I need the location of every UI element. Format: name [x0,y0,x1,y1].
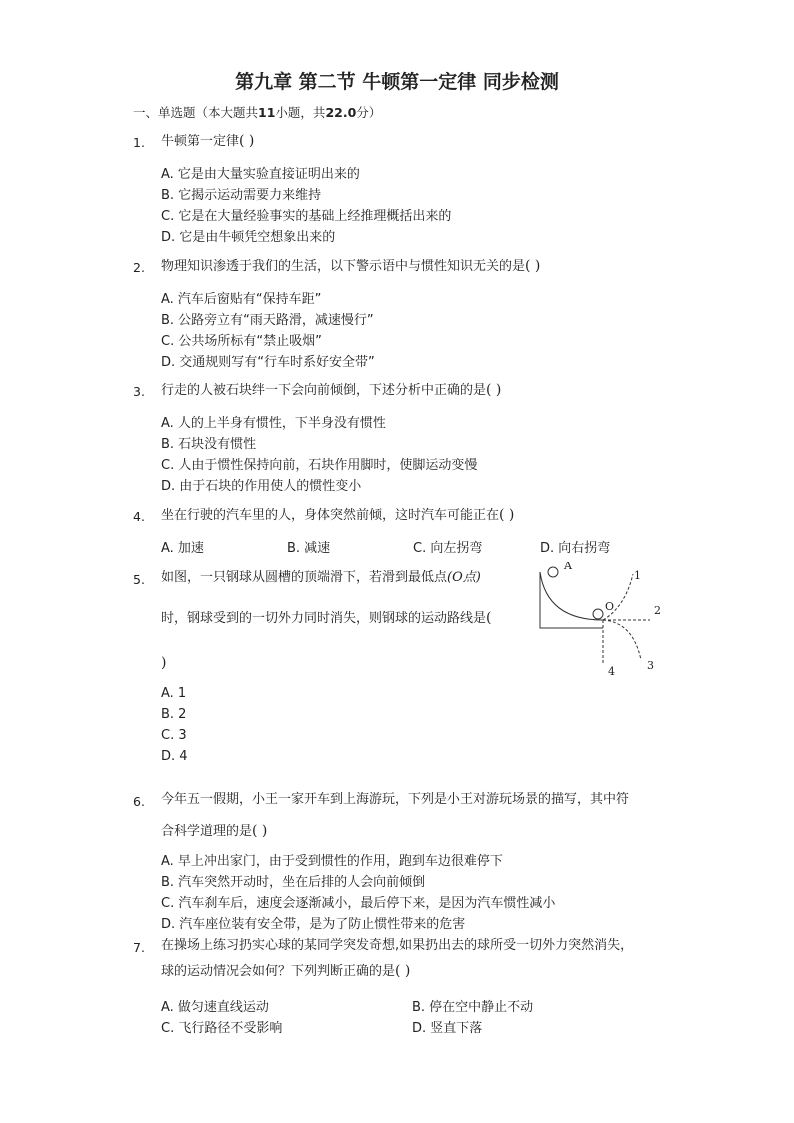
answer-bracket: ( ) [499,507,515,523]
answer-bracket: ( ) [525,258,541,274]
label-a: A [564,562,572,572]
option-a: A. 汽车后窗贴有“保持车距” [161,292,322,307]
label-o: O [605,600,615,613]
question-stem [161,133,254,150]
option-d: D. 4 [161,749,188,764]
path-label-4: 4 [608,665,615,677]
option-c: C. 公共场所标有“禁止吸烟” [161,334,322,349]
question-stem-line-1 [161,570,481,586]
path-label-2: 2 [654,604,661,617]
question-stem-line-1: 今年五一假期，小王一家开车到上海游玩，下列是小王对游玩场景的描写，其中符 [161,792,630,807]
question-number: 6. [133,794,145,809]
answer-bracket: ( ) [252,823,268,839]
track-groove [540,572,603,628]
question-number: 7. [133,940,145,955]
option-c: C. 人由于惯性保持向前，石块作用脚时，使脚运动变慢 [161,458,478,473]
option-d: D. 交通规则写有“行车时系好安全带” [161,355,375,370]
question-stem-line-2 [161,963,410,980]
path-label-1: 1 [634,569,641,582]
option-a: A. 它是由大量实验直接证明出来的 [161,167,360,182]
question-stem-text: 物理知识渗透于我们的生活，以下警示语中与惯性知识无关的是 [161,259,526,274]
question-number: 1. [133,135,145,150]
option-b: B. 公路旁立有“雨天路滑，减速慢行” [161,313,374,328]
option-d: D. 竖直下落 [412,1021,483,1036]
question-stem [161,258,540,275]
option-a: A. 加速 [161,541,204,556]
question-stem-text: 合科学道理的是 [161,824,253,839]
question-number: 2. [133,260,145,275]
ball-at-o [593,609,603,619]
question-stem-text: 行走的人被石块绊一下会向前倾倒，下述分析中正确的是 [161,383,487,398]
path-3 [603,620,641,660]
section-heading [133,105,381,121]
option-d: D. 它是由牛顿凭空想象出来的 [161,230,336,245]
question-number: 5. [133,572,145,587]
option-b: B. 减速 [287,541,331,556]
option-d: D. 汽车座位装有安全带，是为了防止惯性带来的危害 [161,917,466,932]
option-c: C. 向左拐弯 [413,541,483,556]
path-1 [603,574,633,620]
ball-at-a [548,567,558,577]
question-number: 3. [133,384,145,399]
question-stem-line-2 [161,610,491,627]
option-d: D. 向右拐弯 [540,541,611,556]
question-stem-text: 时，钢球受到的一切外力同时消失，则钢球的运动路线是 [161,611,487,626]
section-score: 22.0 [325,105,357,120]
path-label-3: 3 [647,659,654,672]
option-b: B. 2 [161,707,187,722]
question-stem-line-1: 在操场上练习扔实心球的某同学突发奇想,如果扔出去的球所受一切外力突然消失， [161,938,634,953]
page-title: 第九章 第二节 牛顿第一定律 同步检测 [235,71,559,93]
section-suffix: 分） [356,105,382,120]
option-b: B. 石块没有惯性 [161,437,257,452]
question-number: 4. [133,509,145,524]
option-c: C. 飞行路径不受影响 [161,1021,283,1036]
option-c: C. 3 [161,728,187,743]
section-middle: 小题，共 [275,105,326,120]
question-stem-text: 如图，一只钢球从圆槽的顶端滑下，若滑到最低点 [161,570,448,585]
option-a: A. 早上冲出家门，由于受到惯性的作用，跑到车边很难停下 [161,854,503,869]
answer-bracket: ( ) [239,133,255,149]
option-a: A. 1 [161,686,187,701]
section-prefix: 一、单选题（本大题共 [133,105,259,120]
answer-bracket-open: ( [486,610,492,626]
point-label: (O点) [447,570,481,585]
track-figure [535,562,665,677]
section-count: 11 [258,105,276,120]
question-stem-line-2 [161,823,267,840]
option-b: B. 汽车突然开动时，坐在后排的人会向前倾倒 [161,875,426,890]
option-a: A. 人的上半身有惯性，下半身没有惯性 [161,416,386,431]
question-stem [161,382,501,399]
option-d: D. 由于石块的作用使人的惯性变小 [161,479,362,494]
answer-bracket: ( ) [486,382,502,398]
option-c: C. 汽车刹车后，速度会逐渐减小，最后停下来，是因为汽车惯性减小 [161,896,556,911]
question-stem-text: 坐在行驶的汽车里的人，身体突然前倾，这时汽车可能正在 [161,508,500,523]
option-b: B. 它揭示运动需要力来维持 [161,188,322,203]
question-stem [161,507,514,524]
option-c: C. 它是在大量经验事实的基础上经推理概括出来的 [161,209,452,224]
answer-bracket: ( ) [395,963,411,979]
question-stem-text: 牛顿第一定律 [161,134,240,149]
option-b: B. 停在空中静止不动 [412,1000,534,1015]
option-a: A. 做匀速直线运动 [161,1000,269,1015]
question-stem-text: 球的运动情况会如何？下列判断正确的是 [161,964,396,979]
answer-bracket-close: ) [161,655,167,671]
